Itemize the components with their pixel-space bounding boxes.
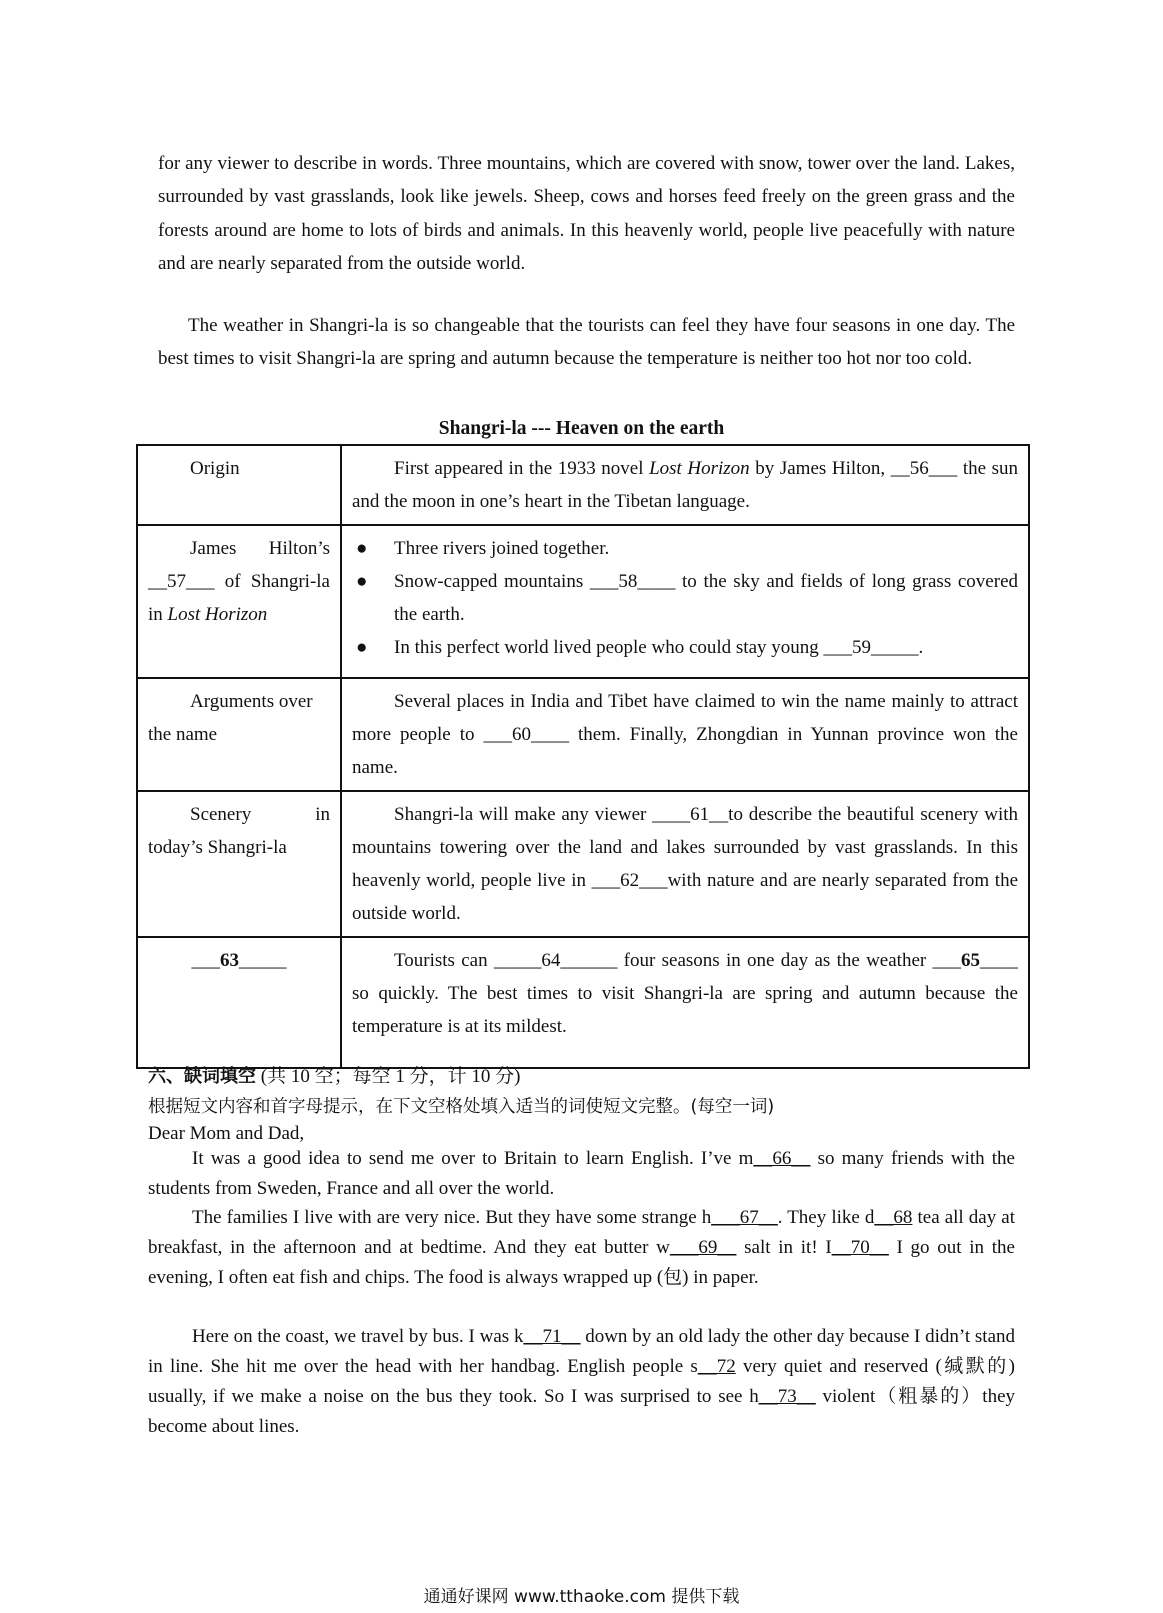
- section-heading: [148, 1061, 520, 1088]
- bullet-item: [352, 631, 1018, 664]
- row-content: [341, 791, 1029, 937]
- text-part: by James Hilton, __56___ the sun and the moon in one’s heart in the Tibetan language.: [352, 458, 1018, 512]
- arguments-text: Several places in India and Tibet have claimed to win the name mainly to attract more people to ___60____ them. Finally, Zhongdian in Yunnan province won the name.: [352, 691, 1018, 778]
- letter-greeting: Dear Mom and Dad,: [148, 1123, 305, 1144]
- blank-69[interactable]: ___69__: [669, 1237, 737, 1258]
- text-part: violent（粗暴的）they become about lines.: [148, 1386, 1016, 1437]
- bullet-text: In this perfect world lived people who could stay young ___59_____.: [394, 637, 924, 658]
- page-footer: 通通好课网 www.tthaoke.com 提供下载: [423, 1587, 740, 1607]
- row-label-text: Arguments over the name: [148, 691, 313, 745]
- text-part: James Hilton’s __57___ of Shangri-la in: [148, 538, 330, 625]
- letter-paragraph-2: [148, 1203, 1015, 1293]
- text-part: down by an old lady the other day because I didn’t stand in line. She hit me over the head with her handbag. English people s: [148, 1326, 1016, 1377]
- text-part: very quiet and reserved (缄默的) usually, if we make a noise on the bus they took. So I was surprised to see h: [148, 1356, 1015, 1407]
- blank-66[interactable]: __66__: [753, 1148, 811, 1169]
- letter-paragraph-3: [148, 1322, 1015, 1442]
- scenery-text: Shangri-la will make any viewer ____61__to describe the beautiful scenery with mountains towering over the land and lakes surrounded by vast grasslands. In this heavenly world, people live in ___62___with nature and are nearly separated from the outside world.: [352, 804, 1018, 924]
- blank-number: 63: [220, 950, 239, 971]
- row-content: [341, 445, 1029, 525]
- row-label: [137, 445, 341, 525]
- blank-71[interactable]: __71__: [523, 1326, 581, 1347]
- table-row-arguments: [137, 678, 1029, 791]
- bullet-item: [352, 565, 1018, 631]
- blank-line: _____: [239, 950, 287, 971]
- bullet-text: Snow-capped mountains ___58____ to the sky and fields of long grass covered the earth.: [394, 571, 1018, 625]
- row-label: [137, 678, 341, 791]
- novel-title: Lost Horizon: [167, 604, 268, 625]
- text-part: The families I live with are very nice. But they have some strange h: [192, 1207, 712, 1228]
- text-part: salt in it! I: [736, 1237, 832, 1258]
- letter-paragraph-1: [148, 1144, 1015, 1204]
- bullet-list: [352, 532, 1018, 664]
- text-part: Tourists can _____64______ four seasons in one day as the weather ___: [394, 950, 961, 971]
- table-row-description: [137, 525, 1029, 678]
- table-row-scenery: [137, 791, 1029, 937]
- text-part: Here on the coast, we travel by bus. I was k: [192, 1326, 524, 1347]
- table-row-origin: [137, 445, 1029, 525]
- bullet-item: [352, 532, 1018, 565]
- section-score: (共 10 空；每空 1 分，计 10 分): [256, 1066, 521, 1087]
- blank-line: ___: [191, 950, 220, 971]
- row-label: [137, 525, 341, 678]
- row-label-text: [148, 532, 330, 631]
- blank-68[interactable]: __68: [874, 1207, 913, 1228]
- blank-number: 65: [961, 950, 980, 971]
- bullet-icon: ●: [356, 571, 368, 592]
- intro-paragraph-2: The weather in Shangri-la is so changeable that the tourists can feel they have four seasons in one day. The best times to visit Shangri-la are spring and autumn because the temperature is neither too hot nor too cold.: [158, 315, 1015, 370]
- section-title: 六、缺词填空: [148, 1066, 256, 1087]
- row-content: [341, 937, 1029, 1068]
- bullet-icon: ●: [356, 637, 368, 658]
- summary-table: [136, 444, 1030, 1069]
- row-content: [341, 525, 1029, 678]
- row-label-text: Origin: [190, 458, 240, 479]
- text-part: . They like d: [777, 1207, 875, 1228]
- bullet-icon: ●: [356, 538, 368, 559]
- table-row-weather: [137, 937, 1029, 1068]
- row-label-text: Scenery in today’s Shangri-la: [148, 804, 330, 858]
- section-instructions: 根据短文内容和首字母提示，在下文空格处填入适当的词使短文完整。(每空一词): [148, 1097, 775, 1117]
- weather-text: [352, 944, 1018, 1043]
- blank-72[interactable]: __72: [697, 1356, 736, 1377]
- blank-67[interactable]: ___67__: [711, 1207, 778, 1228]
- blank-70[interactable]: __70__: [831, 1237, 889, 1258]
- row-content: [341, 678, 1029, 791]
- blank-73[interactable]: __73__: [758, 1386, 816, 1407]
- text-part: tea all day at breakfast, in the afternoon and at bedtime. And they eat butter w: [148, 1207, 1016, 1258]
- text-part: ____ so quickly. The best times to visit Shangri-la are spring and autumn because the temperature is at its mildest.: [352, 950, 1018, 1037]
- row-label: [137, 937, 341, 1068]
- intro-paragraph-1: for any viewer to describe in words. Three mountains, which are covered with snow, tower over the land. Lakes, surrounded by vast grasslands, look like jewels. Sheep, cows and horses feed freely on the green grass and the forests around are home to lots of birds and animals. In this heavenly world, people live peacefully with nature and are nearly separated from the outside world.: [158, 153, 1015, 274]
- text-part: First appeared in the 1933 novel: [394, 458, 650, 479]
- text-part: I go out in the evening, I often eat fish and chips. The food is always wrapped up (包) in paper.: [148, 1237, 1015, 1288]
- origin-text: [352, 452, 1018, 518]
- row-label: [137, 791, 341, 937]
- table-title: Shangri-la --- Heaven on the earth: [438, 418, 725, 439]
- novel-title: Lost Horizon: [649, 458, 750, 479]
- text-part: so many friends with the students from Sweden, France and all over the world.: [148, 1148, 1015, 1199]
- text-part: It was a good idea to send me over to Britain to learn English. I’ve m: [192, 1148, 754, 1169]
- bullet-text: Three rivers joined together.: [394, 538, 610, 559]
